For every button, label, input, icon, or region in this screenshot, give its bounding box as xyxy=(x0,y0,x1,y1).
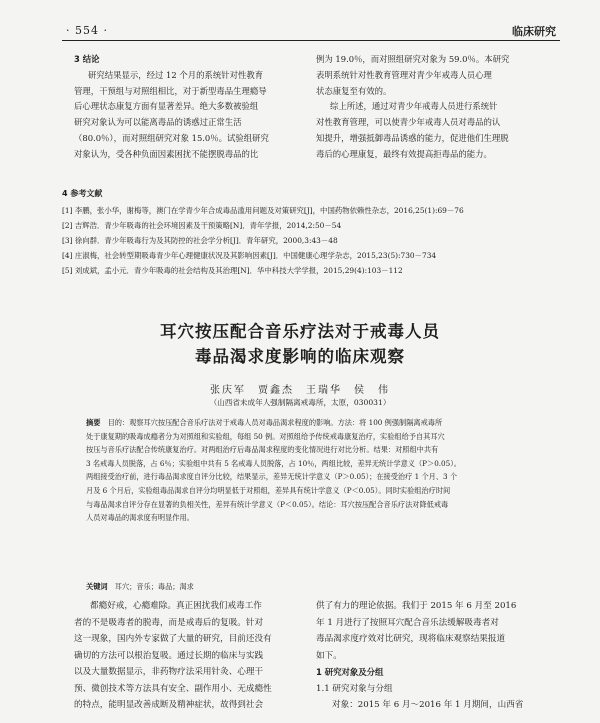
body-line: 对象：2015 年 6 月～2016 年 1 月期间，山西省 xyxy=(332,700,524,710)
body-line: 确切的方法可以根治复吸。通过长期的临床与实践 xyxy=(74,650,264,661)
page-number: · 554 · xyxy=(66,24,108,37)
article-title-line-1: 耳穴按压配合音乐疗法对于戒毒人员 xyxy=(160,322,440,341)
reference-item: [5] 刘成斌，孟小元．青少年吸毒的社会结构及其治理[N]．华中科技大学学报，2015,29(4):103－112 xyxy=(62,266,403,275)
body-line: 预、微创技术等方法具有安全、副作用小、无成瘾性 xyxy=(74,683,272,694)
results-line: 研究对象认为可以能离毒品的诱惑过正常生活 xyxy=(74,117,242,128)
body-right-column xyxy=(316,598,523,714)
reference-item: [4] 庄淑梅，社会转型期吸毒青少年心理健康状况及其影响因素[J]．中国健康心理学杂志，2015,23(5):730－734 xyxy=(62,251,437,260)
keywords-text: 耳穴；音乐；毒品；渴求 xyxy=(114,582,194,591)
article-title-line-2: 毒品渴求度影响的临床观察 xyxy=(195,347,405,366)
section-1-1-heading: 1.1 研究对象与分组 xyxy=(316,683,393,694)
body-left-overflow xyxy=(74,713,342,718)
body-line: 的特点，能明显改善成断及精神症状，故得到社会 xyxy=(74,700,264,710)
abstract-line: 按压与音乐疗法配合传统康复治疗。对两组治疗后毒品渴求程度的变化情况进行对比分析。结果：对照组中共有 xyxy=(86,445,439,455)
body-line: 这一现象，国内外专家做了大量的研究，目前还没有 xyxy=(74,634,272,644)
results-heading: 3 结论 xyxy=(74,54,100,64)
section-1-heading: 1 研究对象及分组 xyxy=(316,667,384,677)
abstract-line: 目的：观察耳穴按压配合音乐疗法对于戒毒人员对毒品渴求程度的影响。方法：将 100 例强制隔离戒毒所 xyxy=(107,418,443,427)
abstract-line: 人员对毒品的渴求度有明显作用。 xyxy=(86,513,194,523)
body-line: 的帮助，在强戒所里应用无疑是一个不错的选择。 xyxy=(164,713,253,718)
reference-item: [1] 李鹏，张小华，谢梅等，澳门在学青少年合成毒品滥用问题及对策研究[J]，中国药物依赖性杂志，2016,25(1):69－76 xyxy=(62,206,464,215)
body-line: 如下。 xyxy=(316,650,342,661)
body-line: 人员 100 例。入组标准：（1）符合中国精神障碍分 xyxy=(405,713,499,718)
body-line: 者的不是吸毒者的脱毒，而是戒毒后的复吸。针对 xyxy=(74,617,264,628)
results-column xyxy=(74,52,269,163)
body-left-column xyxy=(74,598,272,714)
results-line: 后心理状态康复方面有显著差异。绝大多数被验组 xyxy=(74,101,259,112)
results-line: （80.0％），而对照组研究对象 15.0％。试验组研究 xyxy=(74,132,269,143)
abstract-line: 处于康复期的吸毒成瘾者分为对照组和实验组，每组 50 例。对照组给予传统戒毒康复治疗，实验组给予自其耳穴 xyxy=(86,431,445,441)
results-line: 研究结果显示，经过 12 个月的系统针对性教育 xyxy=(88,69,264,80)
body-right-overflow xyxy=(316,713,498,718)
results-line: 管理，干预组与对照组相比，对于新型毒品生理瘾导 xyxy=(74,85,267,96)
affiliation: （山西省未成年人强制隔离戒毒所，太原，030031） xyxy=(209,398,391,407)
abstract-line: 月及 6 个月后，实验组毒品渴求自评分均明显低于对照组，差异具有统计学意义（P＜0.05）。同时实验组治疗时间 xyxy=(86,485,451,495)
abstract-line: 与毒品渴求自评分存在显著的负相关性，差异有统计学意义（P＜0.05）。结论：耳穴按压配合音乐疗法对降低戒毒 xyxy=(86,499,449,509)
summary-line: 例为 19.0％，而对照组研究对象为 59.0％。本研究 xyxy=(316,54,510,64)
summary-line: 知提升，增强抵御毒品诱惑的能力，促进他们生理脱 xyxy=(316,132,509,143)
summary-column xyxy=(316,52,509,163)
reference-item: [3] 徐向群．青少年吸毒行为及其防控的社会学分析[J]．青年研究，2000,3:43－48 xyxy=(62,236,338,245)
keywords-label: 关键词 xyxy=(86,582,108,591)
summary-line: 表明系统针对性教育管理对青少年戒毒人员心理 xyxy=(316,69,492,80)
summary-line: 对性教育管理，可以使青少年戒毒人员对毒品的认 xyxy=(316,117,501,128)
journal-section-title: 临床研究 xyxy=(512,25,556,38)
body-line: 年 1 月进行了按照耳穴配合音乐法缓解吸毒者对 xyxy=(316,617,499,628)
body-line: 毒品渴求度疗效对比研究，现将临床观察结果报道 xyxy=(316,634,506,644)
body-line: 的广泛重视[1]，考虑到此类方法对降低复吸有很大 xyxy=(74,713,164,718)
abstract-label: 摘要 xyxy=(86,418,101,427)
body-line: 以及大量数据显示，非药物疗法采用针灸、心理干 xyxy=(74,667,264,677)
abstract-line: 两组接受治疗前，进行毒品渴求度自评分比较，结果显示，差异无统计学意义（P＞0.05）；在接受治疗 1 个月、3 个 xyxy=(86,472,458,482)
header-rule xyxy=(62,40,560,41)
body-line: 未成年人强制隔离戒毒所处于康复期的青少年戒毒 xyxy=(316,713,404,718)
body-line: 都瘾好戒，心瘾难除。真正困扰我们戒毒工作 xyxy=(90,601,262,611)
summary-line: 综上所述，通过对青少年戒毒人员进行系统针 xyxy=(330,101,498,112)
references-heading: 4 参考文献 xyxy=(62,189,103,198)
body-line: 供了有力的理论依据。我们于 2015 年 6 月至 2016 xyxy=(316,601,517,611)
references-section xyxy=(62,186,464,278)
keywords xyxy=(86,582,194,592)
summary-line: 状态康复至有效的。 xyxy=(316,85,392,96)
summary-line: 毒后的心理康复，最终有效提高拒毒品的能力。 xyxy=(316,148,492,159)
results-line: 对象认为，受各种负面因素困扰不能摆脱毒品的比 xyxy=(74,148,259,159)
abstract-line: 3 名戒毒人员脱落，占 6％；实验组中共有 5 名戒毒人员脱落，占 10％，两组比较，差异无统计学意义（P＞0.05）。 xyxy=(86,458,461,468)
reference-item: [2] 吉辉浩．青少年吸毒的社会环境因素及干预策略[N]．青年学报，2014,2:50－54 xyxy=(62,221,342,230)
abstract xyxy=(86,416,461,525)
authors: 张庆军 贾鑫杰 王瑞华 侯 伟 xyxy=(210,385,390,396)
body-line: 而且对古籍及现代文献的查阅，也为我们的研究提 xyxy=(254,713,343,718)
